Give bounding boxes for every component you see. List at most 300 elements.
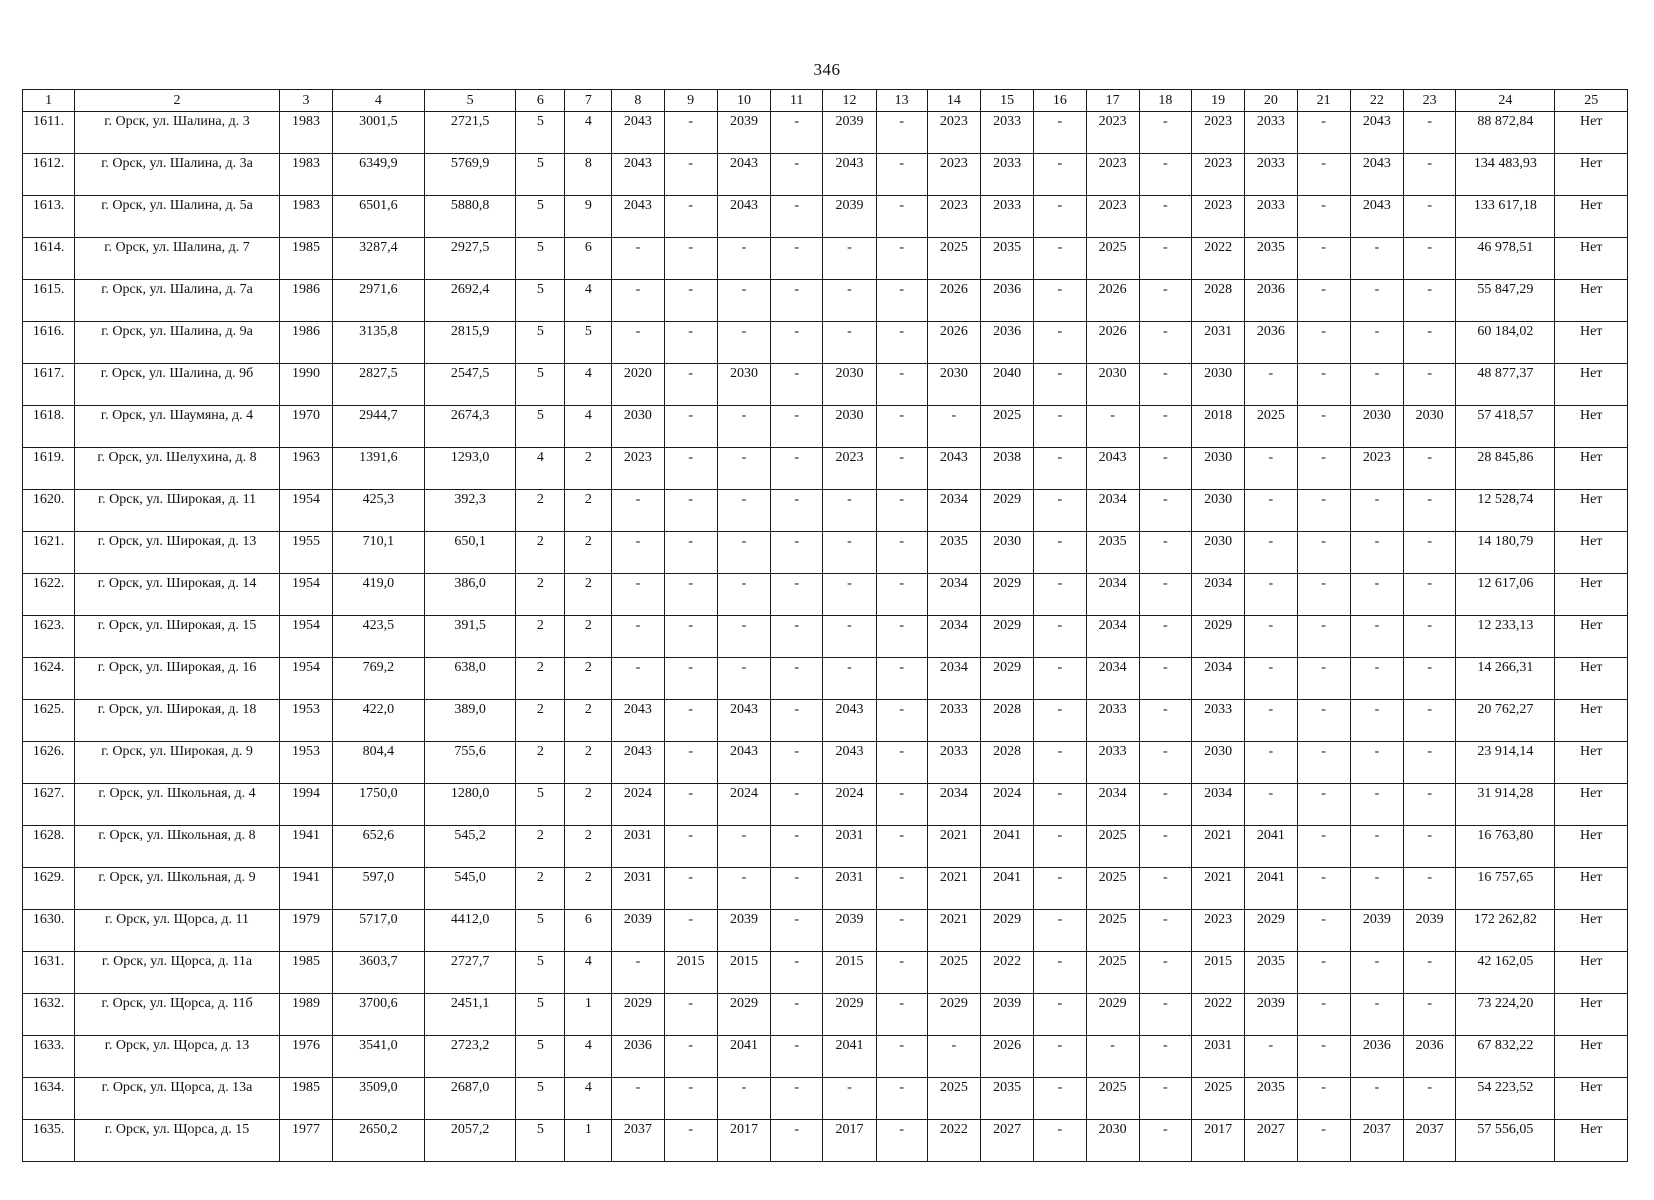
- cell-col-18: -: [1139, 490, 1191, 532]
- cell-status: Нет: [1555, 196, 1628, 238]
- cell-col-16: -: [1034, 1078, 1086, 1120]
- cell-floors: 5: [516, 1036, 565, 1078]
- cell-status: Нет: [1555, 112, 1628, 154]
- cell-col-15: 2022: [981, 952, 1034, 994]
- cell-address: г. Орск, ул. Школьная, д. 4: [75, 784, 280, 826]
- cell-col-9: -: [664, 658, 717, 700]
- cell-col-22: 2039: [1350, 910, 1403, 952]
- cell-total-area: 6349,9: [333, 154, 425, 196]
- cell-col-23: -: [1404, 154, 1456, 196]
- column-header-5: 5: [424, 90, 516, 112]
- cell-address: г. Орск, ул. Щорса, д. 13а: [75, 1078, 280, 1120]
- cell-col-11: -: [771, 1120, 823, 1162]
- cell-living-area: 638,0: [424, 658, 516, 700]
- cell-col-18: -: [1139, 1078, 1191, 1120]
- cell-col-14: -: [927, 1036, 980, 1078]
- header-row: [23, 90, 1628, 112]
- cell-living-area: 389,0: [424, 700, 516, 742]
- cell-entrances: 2: [565, 784, 612, 826]
- cell-col-23: -: [1404, 658, 1456, 700]
- cell-row-number: 1613.: [23, 196, 75, 238]
- cell-col-14: 2021: [927, 910, 980, 952]
- cell-col-9: -: [664, 1036, 717, 1078]
- cell-row-number: 1612.: [23, 154, 75, 196]
- cell-col-9: -: [664, 490, 717, 532]
- cell-cost: 42 162,05: [1456, 952, 1555, 994]
- cell-col-9: -: [664, 574, 717, 616]
- cell-col-19: 2033: [1192, 700, 1245, 742]
- cell-col-13: -: [876, 658, 927, 700]
- cell-col-15: 2029: [981, 658, 1034, 700]
- cell-col-18: -: [1139, 910, 1191, 952]
- cell-col-21: -: [1297, 490, 1350, 532]
- cell-col-14: 2026: [927, 322, 980, 364]
- cell-total-area: 1750,0: [333, 784, 425, 826]
- cell-col-16: -: [1034, 952, 1086, 994]
- cell-col-12: 2039: [823, 112, 876, 154]
- cell-row-number: 1614.: [23, 238, 75, 280]
- table-row: [23, 448, 1628, 490]
- cell-col-19: 2029: [1192, 616, 1245, 658]
- cell-col-10: 2039: [717, 112, 770, 154]
- cell-col-11: -: [771, 574, 823, 616]
- cell-col-22: 2030: [1350, 406, 1403, 448]
- cell-floors: 5: [516, 154, 565, 196]
- cell-entrances: 9: [565, 196, 612, 238]
- cell-col-20: 2033: [1245, 196, 1297, 238]
- cell-build-year: 1970: [279, 406, 332, 448]
- cell-col-21: -: [1297, 1036, 1350, 1078]
- cell-col-11: -: [771, 616, 823, 658]
- cell-col-21: -: [1297, 658, 1350, 700]
- cell-col-14: 2025: [927, 1078, 980, 1120]
- table-row: [23, 574, 1628, 616]
- cell-col-19: 2015: [1192, 952, 1245, 994]
- cell-cost: 28 845,86: [1456, 448, 1555, 490]
- cell-col-21: -: [1297, 322, 1350, 364]
- cell-status: Нет: [1555, 994, 1628, 1036]
- cell-col-11: -: [771, 742, 823, 784]
- cell-col-23: -: [1404, 322, 1456, 364]
- cell-col-11: -: [771, 1078, 823, 1120]
- cell-col-18: -: [1139, 532, 1191, 574]
- column-header-16: 16: [1034, 90, 1086, 112]
- cell-col-22: -: [1350, 322, 1403, 364]
- cell-col-11: -: [771, 952, 823, 994]
- cell-col-16: -: [1034, 910, 1086, 952]
- cell-row-number: 1635.: [23, 1120, 75, 1162]
- cell-col-16: -: [1034, 406, 1086, 448]
- cell-col-8: 2043: [612, 112, 664, 154]
- cell-address: г. Орск, ул. Шалина, д. 9а: [75, 322, 280, 364]
- cell-col-19: 2023: [1192, 196, 1245, 238]
- cell-col-22: -: [1350, 616, 1403, 658]
- cell-cost: 57 418,57: [1456, 406, 1555, 448]
- cell-col-17: 2035: [1086, 532, 1139, 574]
- cell-col-14: 2043: [927, 448, 980, 490]
- cell-floors: 5: [516, 994, 565, 1036]
- cell-floors: 5: [516, 406, 565, 448]
- cell-row-number: 1633.: [23, 1036, 75, 1078]
- cell-col-15: 2025: [981, 406, 1034, 448]
- cell-col-21: -: [1297, 910, 1350, 952]
- cell-floors: 5: [516, 784, 565, 826]
- cell-col-22: -: [1350, 280, 1403, 322]
- cell-build-year: 1941: [279, 826, 332, 868]
- cell-col-11: -: [771, 448, 823, 490]
- table-row: [23, 154, 1628, 196]
- cell-col-9: -: [664, 826, 717, 868]
- cell-col-12: 2031: [823, 868, 876, 910]
- cell-col-8: 2031: [612, 826, 664, 868]
- cell-entrances: 4: [565, 1036, 612, 1078]
- cell-col-22: -: [1350, 742, 1403, 784]
- cell-col-14: 2033: [927, 700, 980, 742]
- cell-col-18: -: [1139, 742, 1191, 784]
- cell-col-10: 2015: [717, 952, 770, 994]
- cell-col-21: -: [1297, 574, 1350, 616]
- cell-col-21: -: [1297, 112, 1350, 154]
- cell-col-21: -: [1297, 196, 1350, 238]
- cell-col-21: -: [1297, 406, 1350, 448]
- cell-col-17: 2023: [1086, 112, 1139, 154]
- cell-col-19: 2034: [1192, 574, 1245, 616]
- cell-row-number: 1611.: [23, 112, 75, 154]
- cell-col-16: -: [1034, 448, 1086, 490]
- cell-col-18: -: [1139, 1036, 1191, 1078]
- cell-col-8: -: [612, 616, 664, 658]
- cell-col-18: -: [1139, 112, 1191, 154]
- cell-col-11: -: [771, 658, 823, 700]
- column-header-10: 10: [717, 90, 770, 112]
- cell-row-number: 1615.: [23, 280, 75, 322]
- cell-col-9: -: [664, 910, 717, 952]
- cell-col-22: 2043: [1350, 154, 1403, 196]
- cell-col-20: 2041: [1245, 868, 1297, 910]
- cell-col-10: 2043: [717, 700, 770, 742]
- cell-col-9: 2015: [664, 952, 717, 994]
- cell-status: Нет: [1555, 1120, 1628, 1162]
- cell-floors: 5: [516, 112, 565, 154]
- cell-col-9: -: [664, 322, 717, 364]
- cell-col-9: -: [664, 1120, 717, 1162]
- cell-total-area: 2944,7: [333, 406, 425, 448]
- cell-living-area: 2721,5: [424, 112, 516, 154]
- cell-col-17: 2043: [1086, 448, 1139, 490]
- cell-col-20: 2035: [1245, 238, 1297, 280]
- cell-col-23: -: [1404, 952, 1456, 994]
- column-header-21: 21: [1297, 90, 1350, 112]
- cell-col-17: 2034: [1086, 784, 1139, 826]
- cell-build-year: 1985: [279, 238, 332, 280]
- cell-col-9: -: [664, 994, 717, 1036]
- cell-col-16: -: [1034, 1036, 1086, 1078]
- cell-col-10: -: [717, 490, 770, 532]
- cell-col-11: -: [771, 532, 823, 574]
- cell-col-12: -: [823, 616, 876, 658]
- cell-cost: 133 617,18: [1456, 196, 1555, 238]
- cell-col-11: -: [771, 1036, 823, 1078]
- cell-build-year: 1954: [279, 658, 332, 700]
- cell-col-21: -: [1297, 1120, 1350, 1162]
- cell-col-23: -: [1404, 994, 1456, 1036]
- cell-living-area: 2547,5: [424, 364, 516, 406]
- table-row: [23, 742, 1628, 784]
- cell-col-22: 2043: [1350, 112, 1403, 154]
- column-header-12: 12: [823, 90, 876, 112]
- cell-floors: 2: [516, 532, 565, 574]
- cell-col-15: 2039: [981, 994, 1034, 1036]
- cell-address: г. Орск, ул. Широкая, д. 18: [75, 700, 280, 742]
- cell-col-13: -: [876, 280, 927, 322]
- cell-total-area: 3541,0: [333, 1036, 425, 1078]
- cell-col-11: -: [771, 322, 823, 364]
- cell-col-17: 2025: [1086, 826, 1139, 868]
- cell-col-20: -: [1245, 532, 1297, 574]
- cell-col-21: -: [1297, 1078, 1350, 1120]
- cell-col-12: -: [823, 280, 876, 322]
- cell-col-8: -: [612, 952, 664, 994]
- column-header-19: 19: [1192, 90, 1245, 112]
- cell-col-15: 2028: [981, 700, 1034, 742]
- cell-total-area: 6501,6: [333, 196, 425, 238]
- cell-entrances: 5: [565, 322, 612, 364]
- cell-col-17: 2029: [1086, 994, 1139, 1036]
- cell-col-22: -: [1350, 658, 1403, 700]
- cell-row-number: 1617.: [23, 364, 75, 406]
- cell-col-14: 2034: [927, 616, 980, 658]
- column-header-4: 4: [333, 90, 425, 112]
- cell-col-12: 2041: [823, 1036, 876, 1078]
- cell-col-10: -: [717, 616, 770, 658]
- cell-cost: 46 978,51: [1456, 238, 1555, 280]
- cell-col-15: 2035: [981, 238, 1034, 280]
- cell-col-15: 2030: [981, 532, 1034, 574]
- cell-col-15: 2040: [981, 364, 1034, 406]
- cell-col-18: -: [1139, 322, 1191, 364]
- cell-col-10: 2024: [717, 784, 770, 826]
- cell-col-13: -: [876, 196, 927, 238]
- column-header-11: 11: [771, 90, 823, 112]
- cell-col-19: 2030: [1192, 490, 1245, 532]
- cell-cost: 73 224,20: [1456, 994, 1555, 1036]
- cell-floors: 5: [516, 322, 565, 364]
- cell-col-17: 2025: [1086, 868, 1139, 910]
- cell-address: г. Орск, ул. Широкая, д. 9: [75, 742, 280, 784]
- cell-build-year: 1994: [279, 784, 332, 826]
- cell-address: г. Орск, ул. Шелухина, д. 8: [75, 448, 280, 490]
- cell-total-area: 2971,6: [333, 280, 425, 322]
- cell-col-15: 2036: [981, 280, 1034, 322]
- cell-col-12: -: [823, 490, 876, 532]
- cell-col-22: -: [1350, 1078, 1403, 1120]
- cell-col-13: -: [876, 616, 927, 658]
- cell-living-area: 2927,5: [424, 238, 516, 280]
- cell-col-13: -: [876, 406, 927, 448]
- cell-address: г. Орск, ул. Шалина, д. 9б: [75, 364, 280, 406]
- cell-col-12: -: [823, 322, 876, 364]
- cell-total-area: 5717,0: [333, 910, 425, 952]
- cell-living-area: 2815,9: [424, 322, 516, 364]
- cell-col-8: -: [612, 532, 664, 574]
- cell-col-18: -: [1139, 994, 1191, 1036]
- cell-build-year: 1983: [279, 196, 332, 238]
- cell-col-17: 2034: [1086, 658, 1139, 700]
- cell-floors: 5: [516, 952, 565, 994]
- table-row: [23, 700, 1628, 742]
- cell-col-16: -: [1034, 532, 1086, 574]
- cell-status: Нет: [1555, 574, 1628, 616]
- cell-living-area: 386,0: [424, 574, 516, 616]
- cell-col-20: 2035: [1245, 952, 1297, 994]
- cell-col-13: -: [876, 826, 927, 868]
- column-header-24: 24: [1456, 90, 1555, 112]
- cell-col-22: 2043: [1350, 196, 1403, 238]
- table-row: [23, 490, 1628, 532]
- table-row: [23, 280, 1628, 322]
- cell-build-year: 1986: [279, 280, 332, 322]
- cell-total-area: 3001,5: [333, 112, 425, 154]
- cell-col-21: -: [1297, 448, 1350, 490]
- cell-col-14: 2034: [927, 784, 980, 826]
- cell-build-year: 1976: [279, 1036, 332, 1078]
- column-header-25: 25: [1555, 90, 1628, 112]
- cell-col-9: -: [664, 196, 717, 238]
- cell-total-area: 422,0: [333, 700, 425, 742]
- cell-entrances: 4: [565, 952, 612, 994]
- cell-col-16: -: [1034, 994, 1086, 1036]
- cell-col-23: -: [1404, 784, 1456, 826]
- cell-floors: 2: [516, 742, 565, 784]
- cell-col-16: -: [1034, 1120, 1086, 1162]
- cell-col-9: -: [664, 868, 717, 910]
- cell-row-number: 1632.: [23, 994, 75, 1036]
- cell-col-20: -: [1245, 448, 1297, 490]
- cell-col-21: -: [1297, 868, 1350, 910]
- cell-col-10: -: [717, 826, 770, 868]
- cell-col-20: 2025: [1245, 406, 1297, 448]
- cell-col-10: -: [717, 574, 770, 616]
- cell-col-17: 2023: [1086, 196, 1139, 238]
- cell-col-19: 2017: [1192, 1120, 1245, 1162]
- cell-col-14: 2025: [927, 238, 980, 280]
- cell-floors: 2: [516, 868, 565, 910]
- cell-cost: 16 757,65: [1456, 868, 1555, 910]
- cell-col-9: -: [664, 742, 717, 784]
- cell-floors: 4: [516, 448, 565, 490]
- cell-row-number: 1623.: [23, 616, 75, 658]
- cell-col-9: -: [664, 154, 717, 196]
- cell-living-area: 1280,0: [424, 784, 516, 826]
- cell-address: г. Орск, ул. Щорса, д. 13: [75, 1036, 280, 1078]
- cell-status: Нет: [1555, 238, 1628, 280]
- cell-cost: 14 266,31: [1456, 658, 1555, 700]
- cell-col-15: 2033: [981, 154, 1034, 196]
- cell-entrances: 2: [565, 490, 612, 532]
- cell-col-14: 2022: [927, 1120, 980, 1162]
- cell-col-16: -: [1034, 154, 1086, 196]
- cell-col-10: 2029: [717, 994, 770, 1036]
- cell-col-17: 2033: [1086, 742, 1139, 784]
- cell-col-18: -: [1139, 700, 1191, 742]
- cell-col-14: 2035: [927, 532, 980, 574]
- cell-col-14: 2023: [927, 196, 980, 238]
- cell-col-9: -: [664, 448, 717, 490]
- cell-address: г. Орск, ул. Шаумяна, д. 4: [75, 406, 280, 448]
- cell-col-14: 2033: [927, 742, 980, 784]
- cell-col-21: -: [1297, 784, 1350, 826]
- cell-col-14: 2029: [927, 994, 980, 1036]
- cell-col-15: 2029: [981, 574, 1034, 616]
- cell-col-12: 2029: [823, 994, 876, 1036]
- cell-col-13: -: [876, 1120, 927, 1162]
- cell-col-15: 2033: [981, 196, 1034, 238]
- cell-col-23: -: [1404, 868, 1456, 910]
- cell-col-13: -: [876, 364, 927, 406]
- cell-total-area: 2650,2: [333, 1120, 425, 1162]
- cell-entrances: 2: [565, 658, 612, 700]
- cell-status: Нет: [1555, 826, 1628, 868]
- cell-status: Нет: [1555, 742, 1628, 784]
- cell-col-20: 2035: [1245, 1078, 1297, 1120]
- table-row: [23, 196, 1628, 238]
- cell-col-13: -: [876, 532, 927, 574]
- cell-floors: 2: [516, 658, 565, 700]
- cell-build-year: 1954: [279, 616, 332, 658]
- cell-col-11: -: [771, 826, 823, 868]
- cell-col-17: 2030: [1086, 1120, 1139, 1162]
- cell-build-year: 1955: [279, 532, 332, 574]
- cell-col-23: -: [1404, 616, 1456, 658]
- cell-cost: 54 223,52: [1456, 1078, 1555, 1120]
- cell-col-15: 2033: [981, 112, 1034, 154]
- cell-cost: 55 847,29: [1456, 280, 1555, 322]
- cell-col-11: -: [771, 280, 823, 322]
- cell-col-23: 2030: [1404, 406, 1456, 448]
- cell-col-12: 2015: [823, 952, 876, 994]
- cell-col-18: -: [1139, 784, 1191, 826]
- cell-living-area: 4412,0: [424, 910, 516, 952]
- cell-col-18: -: [1139, 868, 1191, 910]
- cell-col-21: -: [1297, 742, 1350, 784]
- table-row: [23, 910, 1628, 952]
- cell-col-13: -: [876, 154, 927, 196]
- cell-col-20: -: [1245, 742, 1297, 784]
- cell-total-area: 3509,0: [333, 1078, 425, 1120]
- cell-col-9: -: [664, 406, 717, 448]
- cell-col-23: -: [1404, 448, 1456, 490]
- cell-col-8: -: [612, 280, 664, 322]
- cell-col-12: 2031: [823, 826, 876, 868]
- cell-col-18: -: [1139, 826, 1191, 868]
- cell-col-11: -: [771, 868, 823, 910]
- cell-col-10: -: [717, 322, 770, 364]
- cell-col-8: 2043: [612, 196, 664, 238]
- cell-cost: 172 262,82: [1456, 910, 1555, 952]
- cell-address: г. Орск, ул. Широкая, д. 16: [75, 658, 280, 700]
- table-row: [23, 994, 1628, 1036]
- cell-row-number: 1631.: [23, 952, 75, 994]
- cell-total-area: 804,4: [333, 742, 425, 784]
- column-header-1: 1: [23, 90, 75, 112]
- cell-col-12: 2039: [823, 196, 876, 238]
- cell-col-10: -: [717, 448, 770, 490]
- cell-col-19: 2031: [1192, 322, 1245, 364]
- cell-col-23: -: [1404, 826, 1456, 868]
- cell-col-10: 2043: [717, 742, 770, 784]
- cell-col-10: 2030: [717, 364, 770, 406]
- cell-col-20: -: [1245, 574, 1297, 616]
